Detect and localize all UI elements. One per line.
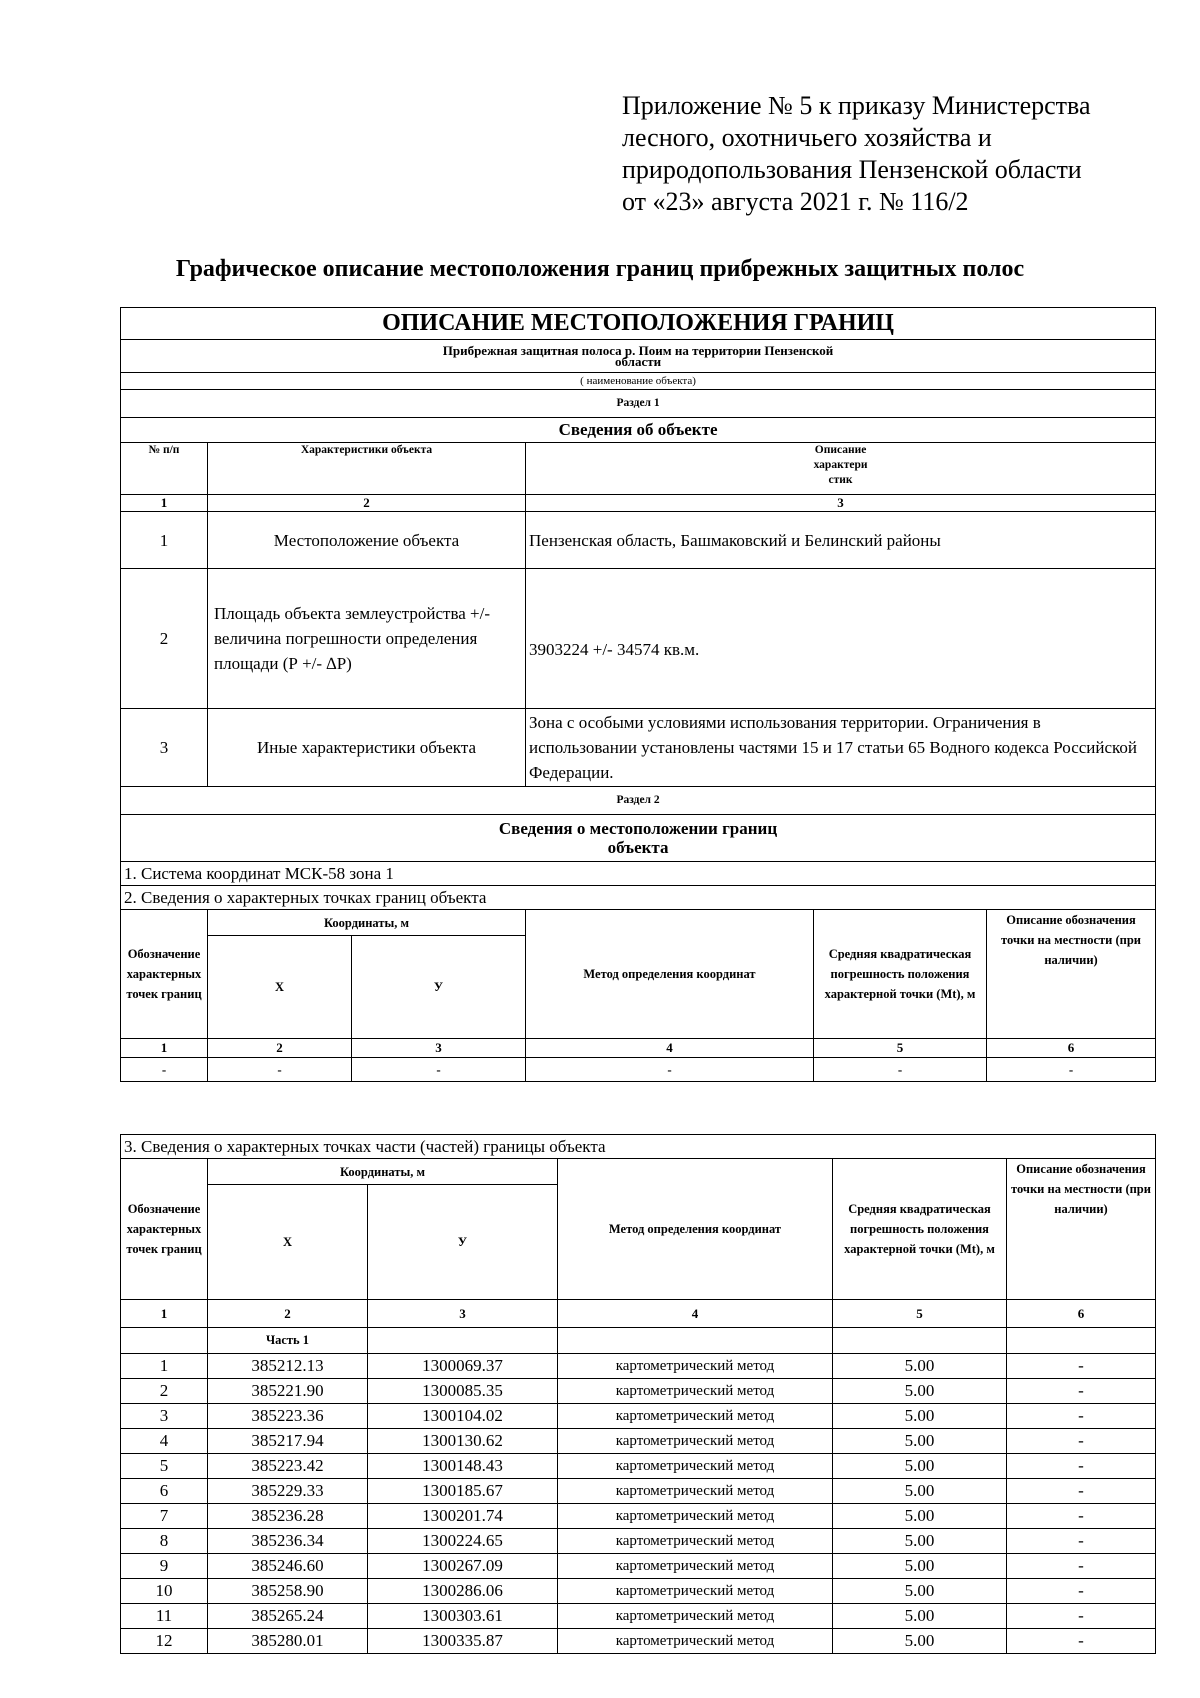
table-row — [121, 1454, 1156, 1479]
parts-section-title: 3. Сведения о характерных точках части (частей) границы объекта — [121, 1135, 1156, 1159]
section-2-title-line: Сведения о местоположении границ — [498, 819, 778, 838]
point-description: - — [1007, 1379, 1156, 1404]
points-list — [121, 1354, 1156, 1654]
point-x: 385229.33 — [208, 1479, 368, 1504]
col-header-num: № п/п — [121, 443, 208, 495]
table-row — [121, 1404, 1156, 1429]
point-description: - — [1007, 1504, 1156, 1529]
point-description: - — [1007, 1629, 1156, 1654]
point-x: 385223.36 — [208, 1404, 368, 1429]
empty-cell: - — [526, 1058, 814, 1082]
point-y: 1300104.02 — [368, 1404, 558, 1429]
appendix-line: от «23» августа 2021 г. № 116/2 — [622, 187, 969, 216]
table-row — [121, 1529, 1156, 1554]
point-description: - — [1007, 1429, 1156, 1454]
col-index: 3 — [526, 495, 1156, 512]
point-method: картометрический метод — [558, 1504, 833, 1529]
point-number: 12 — [121, 1629, 208, 1654]
col-index: 1 — [121, 1039, 208, 1058]
row-number: 2 — [121, 569, 208, 709]
table-row — [121, 1504, 1156, 1529]
object-name-line: Прибрежная защитная полоса р. Поим на территории Пензенской — [442, 343, 834, 358]
point-method: картометрический метод — [558, 1579, 833, 1604]
points-section-title: 2. Сведения о характерных точках границ объекта — [121, 886, 1156, 910]
col-header-description — [526, 443, 1156, 495]
row-value: Пензенская область, Башмаковский и Белинский районы — [526, 512, 1156, 569]
hdr-designation: Обозначение характерных точек границ — [121, 910, 208, 1039]
row-value: 3903224 +/- 34574 кв.м. — [526, 569, 1156, 709]
empty-cell: - — [208, 1058, 352, 1082]
empty-cell — [1007, 1328, 1156, 1354]
point-x: 385246.60 — [208, 1554, 368, 1579]
point-y: 1300201.74 — [368, 1504, 558, 1529]
col-index: 1 — [121, 495, 208, 512]
section-2-title-line: объекта — [607, 838, 669, 857]
table-row — [121, 1479, 1156, 1504]
hdr-x: X — [208, 936, 352, 1039]
table-row — [121, 709, 1156, 787]
point-x: 385217.94 — [208, 1429, 368, 1454]
row-value: Зона с особыми условиями использования территории. Ограничения в использовании установлены частями 15 и 17 статьи 65 Водного кодекса Российской Федерации. — [526, 709, 1156, 787]
col-index: 2 — [208, 495, 526, 512]
boundary-description-table — [120, 307, 1156, 1082]
hdr-designation: Обозначение характерных точек границ — [121, 1159, 208, 1300]
row-number: 3 — [121, 709, 208, 787]
object-caption: ( наименование объекта) — [121, 373, 1156, 390]
empty-cell: - — [987, 1058, 1156, 1082]
point-number: 9 — [121, 1554, 208, 1579]
point-accuracy: 5.00 — [833, 1454, 1007, 1479]
object-name — [121, 340, 1156, 373]
col-header-description-line: стик — [828, 474, 853, 486]
col-index: 1 — [121, 1300, 208, 1328]
point-number: 6 — [121, 1479, 208, 1504]
point-x: 385236.34 — [208, 1529, 368, 1554]
point-y: 1300303.61 — [368, 1604, 558, 1629]
empty-cell: - — [121, 1058, 208, 1082]
point-method: картометрический метод — [558, 1529, 833, 1554]
hdr-y: У — [368, 1185, 558, 1300]
col-index: 6 — [987, 1039, 1156, 1058]
object-name-line: области — [614, 354, 662, 369]
point-number: 11 — [121, 1604, 208, 1629]
point-method: картометрический метод — [558, 1479, 833, 1504]
point-x: 385223.42 — [208, 1454, 368, 1479]
col-index: 2 — [208, 1039, 352, 1058]
empty-cell — [833, 1328, 1007, 1354]
point-description: - — [1007, 1554, 1156, 1579]
empty-cell — [121, 1328, 208, 1354]
point-y: 1300148.43 — [368, 1454, 558, 1479]
point-accuracy: 5.00 — [833, 1529, 1007, 1554]
table-row — [121, 1604, 1156, 1629]
point-method: картометрический метод — [558, 1404, 833, 1429]
col-header-characteristics: Характеристики объекта — [208, 443, 526, 495]
point-accuracy: 5.00 — [833, 1629, 1007, 1654]
empty-cell: - — [352, 1058, 526, 1082]
point-x: 385258.90 — [208, 1579, 368, 1604]
section-2-label: Раздел 2 — [121, 787, 1156, 815]
table-row — [121, 1058, 1156, 1082]
point-x: 385212.13 — [208, 1354, 368, 1379]
point-y: 1300069.37 — [368, 1354, 558, 1379]
point-y: 1300185.67 — [368, 1479, 558, 1504]
point-description: - — [1007, 1354, 1156, 1379]
point-y: 1300224.65 — [368, 1529, 558, 1554]
table-row — [121, 512, 1156, 569]
point-number: 1 — [121, 1354, 208, 1379]
point-number: 10 — [121, 1579, 208, 1604]
point-number: 4 — [121, 1429, 208, 1454]
hdr-point-description: Описание обозначения точки на местности (при наличии) — [1007, 1159, 1156, 1300]
point-accuracy: 5.00 — [833, 1579, 1007, 1604]
section-1-label: Раздел 1 — [121, 390, 1156, 418]
point-x: 385221.90 — [208, 1379, 368, 1404]
hdr-point-description: Описание обозначения точки на местности (при наличии) — [987, 910, 1156, 1039]
point-accuracy: 5.00 — [833, 1504, 1007, 1529]
table-row — [121, 1429, 1156, 1454]
point-description: - — [1007, 1454, 1156, 1479]
col-index: 2 — [208, 1300, 368, 1328]
point-y: 1300267.09 — [368, 1554, 558, 1579]
col-index: 3 — [352, 1039, 526, 1058]
hdr-coordinates: Координаты, м — [208, 1159, 558, 1185]
part-points-table — [120, 1134, 1156, 1654]
point-accuracy: 5.00 — [833, 1604, 1007, 1629]
appendix-line: Приложение № 5 к приказу Министерства — [622, 91, 1091, 120]
empty-cell: - — [814, 1058, 987, 1082]
point-x: 385236.28 — [208, 1504, 368, 1529]
point-method: картометрический метод — [558, 1354, 833, 1379]
point-accuracy: 5.00 — [833, 1379, 1007, 1404]
row-characteristic: Иные характеристики объекта — [208, 709, 526, 787]
point-number: 5 — [121, 1454, 208, 1479]
point-accuracy: 5.00 — [833, 1404, 1007, 1429]
document-title: Графическое описание местоположения границ прибрежных защитных полос — [175, 256, 1025, 282]
point-number: 7 — [121, 1504, 208, 1529]
point-x: 385280.01 — [208, 1629, 368, 1654]
hdr-x: X — [208, 1185, 368, 1300]
row-characteristic: Площадь объекта землеустройства +/- величина погрешности определения площади (Р +/- ∆Р) — [208, 569, 526, 709]
appendix-line: лесного, охотничьего хозяйства и — [622, 123, 992, 152]
point-accuracy: 5.00 — [833, 1554, 1007, 1579]
col-index: 6 — [1007, 1300, 1156, 1328]
table-row — [121, 1354, 1156, 1379]
part-label: Часть 1 — [208, 1328, 368, 1354]
point-y: 1300286.06 — [368, 1579, 558, 1604]
point-method: картометрический метод — [558, 1604, 833, 1629]
section-2-title — [121, 815, 1156, 862]
empty-cell — [368, 1328, 558, 1354]
main-title: ОПИСАНИЕ МЕСТОПОЛОЖЕНИЯ ГРАНИЦ — [121, 308, 1156, 340]
table-row — [121, 1629, 1156, 1654]
row-number: 1 — [121, 512, 208, 569]
point-description: - — [1007, 1579, 1156, 1604]
col-index: 5 — [833, 1300, 1007, 1328]
point-y: 1300130.62 — [368, 1429, 558, 1454]
point-method: картометрический метод — [558, 1454, 833, 1479]
point-number: 2 — [121, 1379, 208, 1404]
hdr-accuracy: Средняя квадратическая погрешность положения характерной точки (Mt), м — [814, 910, 987, 1039]
point-x: 385265.24 — [208, 1604, 368, 1629]
point-method: картометрический метод — [558, 1629, 833, 1654]
point-method: картометрический метод — [558, 1554, 833, 1579]
point-description: - — [1007, 1604, 1156, 1629]
col-index: 4 — [526, 1039, 814, 1058]
table-row — [121, 569, 1156, 709]
point-y: 1300085.35 — [368, 1379, 558, 1404]
hdr-method: Метод определения координат — [526, 910, 814, 1039]
hdr-accuracy: Средняя квадратическая погрешность положения характерной точки (Mt), м — [833, 1159, 1007, 1300]
table-row — [121, 1379, 1156, 1404]
col-header-description-line: Описание — [814, 444, 867, 456]
point-description: - — [1007, 1479, 1156, 1504]
point-method: картометрический метод — [558, 1379, 833, 1404]
hdr-coordinates: Координаты, м — [208, 910, 526, 936]
hdr-y: У — [352, 936, 526, 1039]
empty-cell — [558, 1328, 833, 1354]
section-1-title: Сведения об объекте — [121, 418, 1156, 443]
col-index: 4 — [558, 1300, 833, 1328]
point-description: - — [1007, 1529, 1156, 1554]
table-row — [121, 1554, 1156, 1579]
col-index: 3 — [368, 1300, 558, 1328]
point-accuracy: 5.00 — [833, 1354, 1007, 1379]
coordinate-system: 1. Система координат МСК-58 зона 1 — [121, 862, 1156, 886]
point-method: картометрический метод — [558, 1429, 833, 1454]
col-header-description-line: характери — [813, 459, 868, 471]
appendix-note — [622, 90, 1182, 218]
point-number: 3 — [121, 1404, 208, 1429]
table-row — [121, 1579, 1156, 1604]
point-accuracy: 5.00 — [833, 1429, 1007, 1454]
col-index: 5 — [814, 1039, 987, 1058]
point-accuracy: 5.00 — [833, 1479, 1007, 1504]
point-description: - — [1007, 1404, 1156, 1429]
appendix-line: природопользования Пензенской области — [622, 155, 1082, 184]
point-number: 8 — [121, 1529, 208, 1554]
row-characteristic: Местоположение объекта — [208, 512, 526, 569]
hdr-method: Метод определения координат — [558, 1159, 833, 1300]
point-y: 1300335.87 — [368, 1629, 558, 1654]
